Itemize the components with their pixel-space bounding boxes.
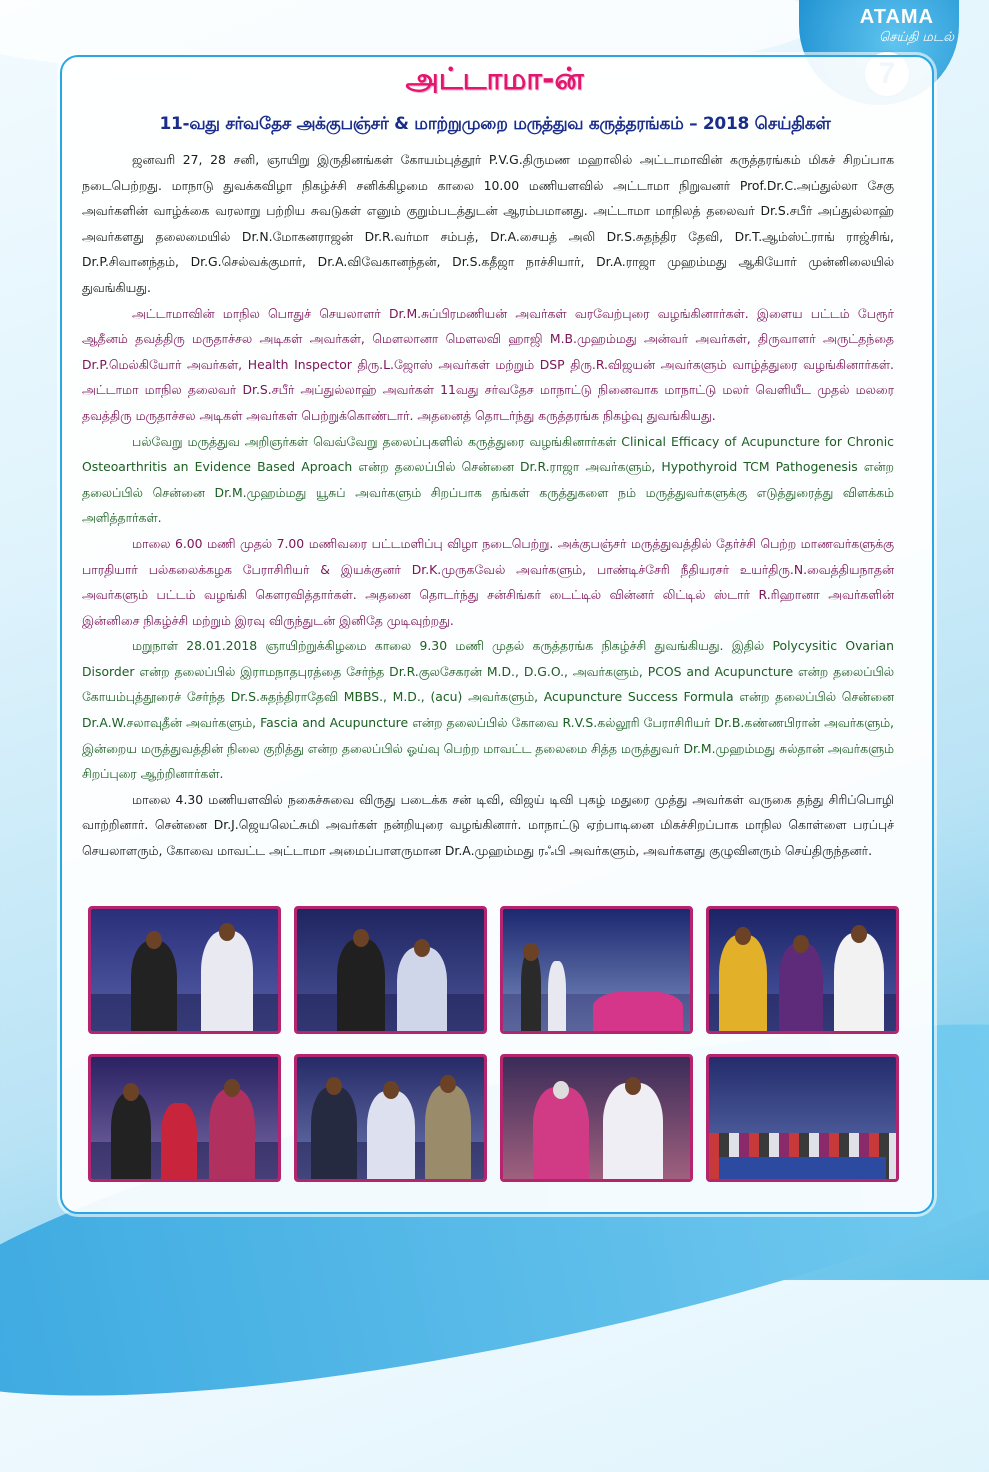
group-photo-8 bbox=[706, 1054, 899, 1182]
award-photo-1 bbox=[88, 906, 281, 1034]
paragraph-welcome: அட்டாமாவின் மாநில பொதுச் செயலாளர் Dr.M.சுப்பிரமணியன் அவர்கள் வரவேற்புரை வழங்கினார்கள். இளைய பட்டம் பேரூர் ஆதீனம் தவத்திரு மருதாச்சல அடிகள் அவர்கள், மௌலானா மௌலவி ஹாஜி M.B.முஹம்மது அன்வர் அவர்கள், திருவாளர் அருட்தந்தை Dr.P.மெல்கியோர் அவர்கள், Health Inspector திரு.L.ஜோஸ் அவர்கள் மற்றும் DSP திரு.R.விஜயன் அவர்களும் வாழ்த்துரை வழங்கினார்கள். அட்டாமா மாநில தலைவர் Dr.S.சபீர் அப்துல்லாஹ் அவர்கள் 11வது சர்வதேச மாநாட்டு நினைவாக மாநாட்டு மலர் வெளியீட முதல் மலரை தவத்திரு மருதாச்சல அடிகள் அவர்கள் பெற்றுக்கொண்டார். அதனைத் தொடர்ந்து கருத்தரங்க நிகழ்வு துவங்கியது. bbox=[82, 305, 894, 423]
article-body bbox=[82, 147, 894, 864]
paragraph-lectures: பல்வேறு மருத்துவ அறிஞர்கள் வெவ்வேறு தலைப்புகளில் கருத்துரை வழங்கினார்கள் Clinical Efficacy of Acupuncture for Chronic Osteoarthritis an Evidence Based Aproach என்ற தலைப்பில் சென்னை Dr.R.ராஜா அவர்களும், Hypothyroid TCM Pathogenesis என்ற தலைப்பில் சென்னை Dr.M.முஹம்மது யூசுப் அவர்களும் சிறப்பாக தங்கள் கருத்துகளை நம் மருத்துவர்களுக்கு எடுத்துரைத்து விளக்கம் அளித்தார்கள். bbox=[82, 433, 894, 526]
award-photo-2 bbox=[294, 906, 487, 1034]
award-photo-7 bbox=[500, 1054, 693, 1182]
paragraph-graduation: மாலை 6.00 மணி முதல் 7.00 மணிவரை பட்டமளிப்பு விழா நடைபெற்று. அக்குபஞ்சர் மருத்துவத்தில் தேர்ச்சி பெற்ற மாணவர்களுக்கு பாரதியார் பல்கலைக்கழக பேராசிரியர் & இயக்குனர் Dr.K.முருகவேல் அவர்களும், பாண்டிச்சேரி நீதியரசர் உயர்திரு.N.வைத்தியநாதன் அவர்களும் பட்டம் வழங்கி கௌரவித்தார்கள். அதனை தொடர்ந்து சன்சிங்கர் டைட்டில் வின்னர் லிட்டில் ஸ்டார் R.ரிஹானா அவர்களின் இன்னிசை நிகழ்ச்சி மற்றும் இரவு விருந்துடன் இனிதே முடிவுற்றது. bbox=[82, 535, 894, 628]
paragraph-inauguration: ஜனவரி 27, 28 சனி, ஞாயிறு இருதினங்கள் கோயம்புத்தூர் P.V.G.திருமண மஹாலில் அட்டாமாவின் கருத்தரங்கம் மிகச் சிறப்பாக நடைபெற்றது. மாநாடு துவக்கவிழா நிகழ்ச்சி சனிக்கிழமை காலை 10.00 மணியளவில் அட்டாமா நிறுவனர் Prof.Dr.C.அப்துல்லா சேகு அவர்களின் வாழ்க்கை வரலாறு பற்றிய சுவடுகள் எனும் குறும்படத்துடன் ஆரம்பமானது. அட்டாமா மாநிலத் தலைவர் Dr.S.சபீர் அப்துல்லாஹ் அவர்களது தலைமையில் Dr.N.மோகனராஜன் Dr.R.வர்மா சம்பத், Dr.A.சையத் அலி Dr.S.சுதந்திர தேவி, Dr.T.ஆம்ஸ்ட்ராங் ராஜ்சிங், Dr.P.சிவானந்தம், Dr.G.செல்வக்குமார், Dr.A.விவேகானந்தன், Dr.S.கதீஜா நாச்சியார், Dr.A.ராஜா முஹம்மது ஆகியோர் முன்னிலையில் துவங்கியது. bbox=[82, 152, 894, 295]
brand-tagline: செய்தி மடல் bbox=[879, 30, 954, 45]
award-photo-5 bbox=[88, 1054, 281, 1182]
page-subtitle: 11-வது சர்வதேச அக்குபஞ்சர் & மாற்றுமுறை மருத்துவ கருத்தரங்கம் – 2018 செய்திகள் bbox=[159, 114, 831, 134]
brand-name: ATAMA bbox=[859, 6, 934, 28]
graduation-photo-4 bbox=[706, 906, 899, 1034]
stage-photo-3 bbox=[500, 906, 693, 1034]
page-title: அட்டாமா-ன் bbox=[405, 62, 584, 97]
photo-gallery bbox=[88, 906, 902, 1186]
paragraph-closing: மாலை 4.30 மணியளவில் நகைச்சுவை விருது படைக்க சன் டிவி, விஜய் டிவி புகழ் மதுரை முத்து அவர்கள் வருகை தந்து சிரிப்பொழி வாற்றினார். சென்னை Dr.J.ஜெயலெட்சுமி அவர்கள் நன்றியுரை வழங்கினார். மாநாட்டு ஏற்பாடினை மிகச்சிறப்பாக மாநில கொள்ளை பரப்புச் செயலாளரும், கோவை மாவட்ட அட்டாமா அமைப்பாளருமான Dr.A.முஹம்மது ரஃபி அவர்களும், அவர்களது குழுவினரும் செய்திருந்தனர். bbox=[82, 791, 894, 859]
award-photo-6 bbox=[294, 1054, 487, 1182]
paragraph-day-two: மறுநாள் 28.01.2018 ஞாயிற்றுக்கிழமை காலை 9.30 மணி முதல் கருத்தரங்க நிகழ்ச்சி துவங்கியது. இதில் Polycysitic Ovarian Disorder என்ற தலைப்பில் இராமநாதபுரத்தை சேர்ந்த Dr.R.குலசேகரன் M.D., D.G.O., அவர்களும், PCOS and Acupuncture என்ற தலைப்பில் கோயம்புத்தூரைச் சேர்ந்த Dr.S.சுதந்திராதேவி MBBS., M.D., (acu) அவர்களும், Acupuncture Success Formula என்ற தலைப்பில் சென்னை Dr.A.W.சலாவுதீன் அவர்களும், Fascia and Acupuncture என்ற தலைப்பில் கோவை R.V.S.கல்லூரி பேராசிரியர் Dr.B.கண்ணபிரான் அவர்களும், இன்றைய மருத்துவத்தின் நிலை குறித்து என்ற தலைப்பில் ஓய்வு பெற்ற மாவட்ட தலைமை சித்த மருத்துவர் Dr.M.முஹம்மது சுல்தான் அவர்களும் சிறப்புரை ஆற்றினார்கள். bbox=[82, 638, 894, 782]
